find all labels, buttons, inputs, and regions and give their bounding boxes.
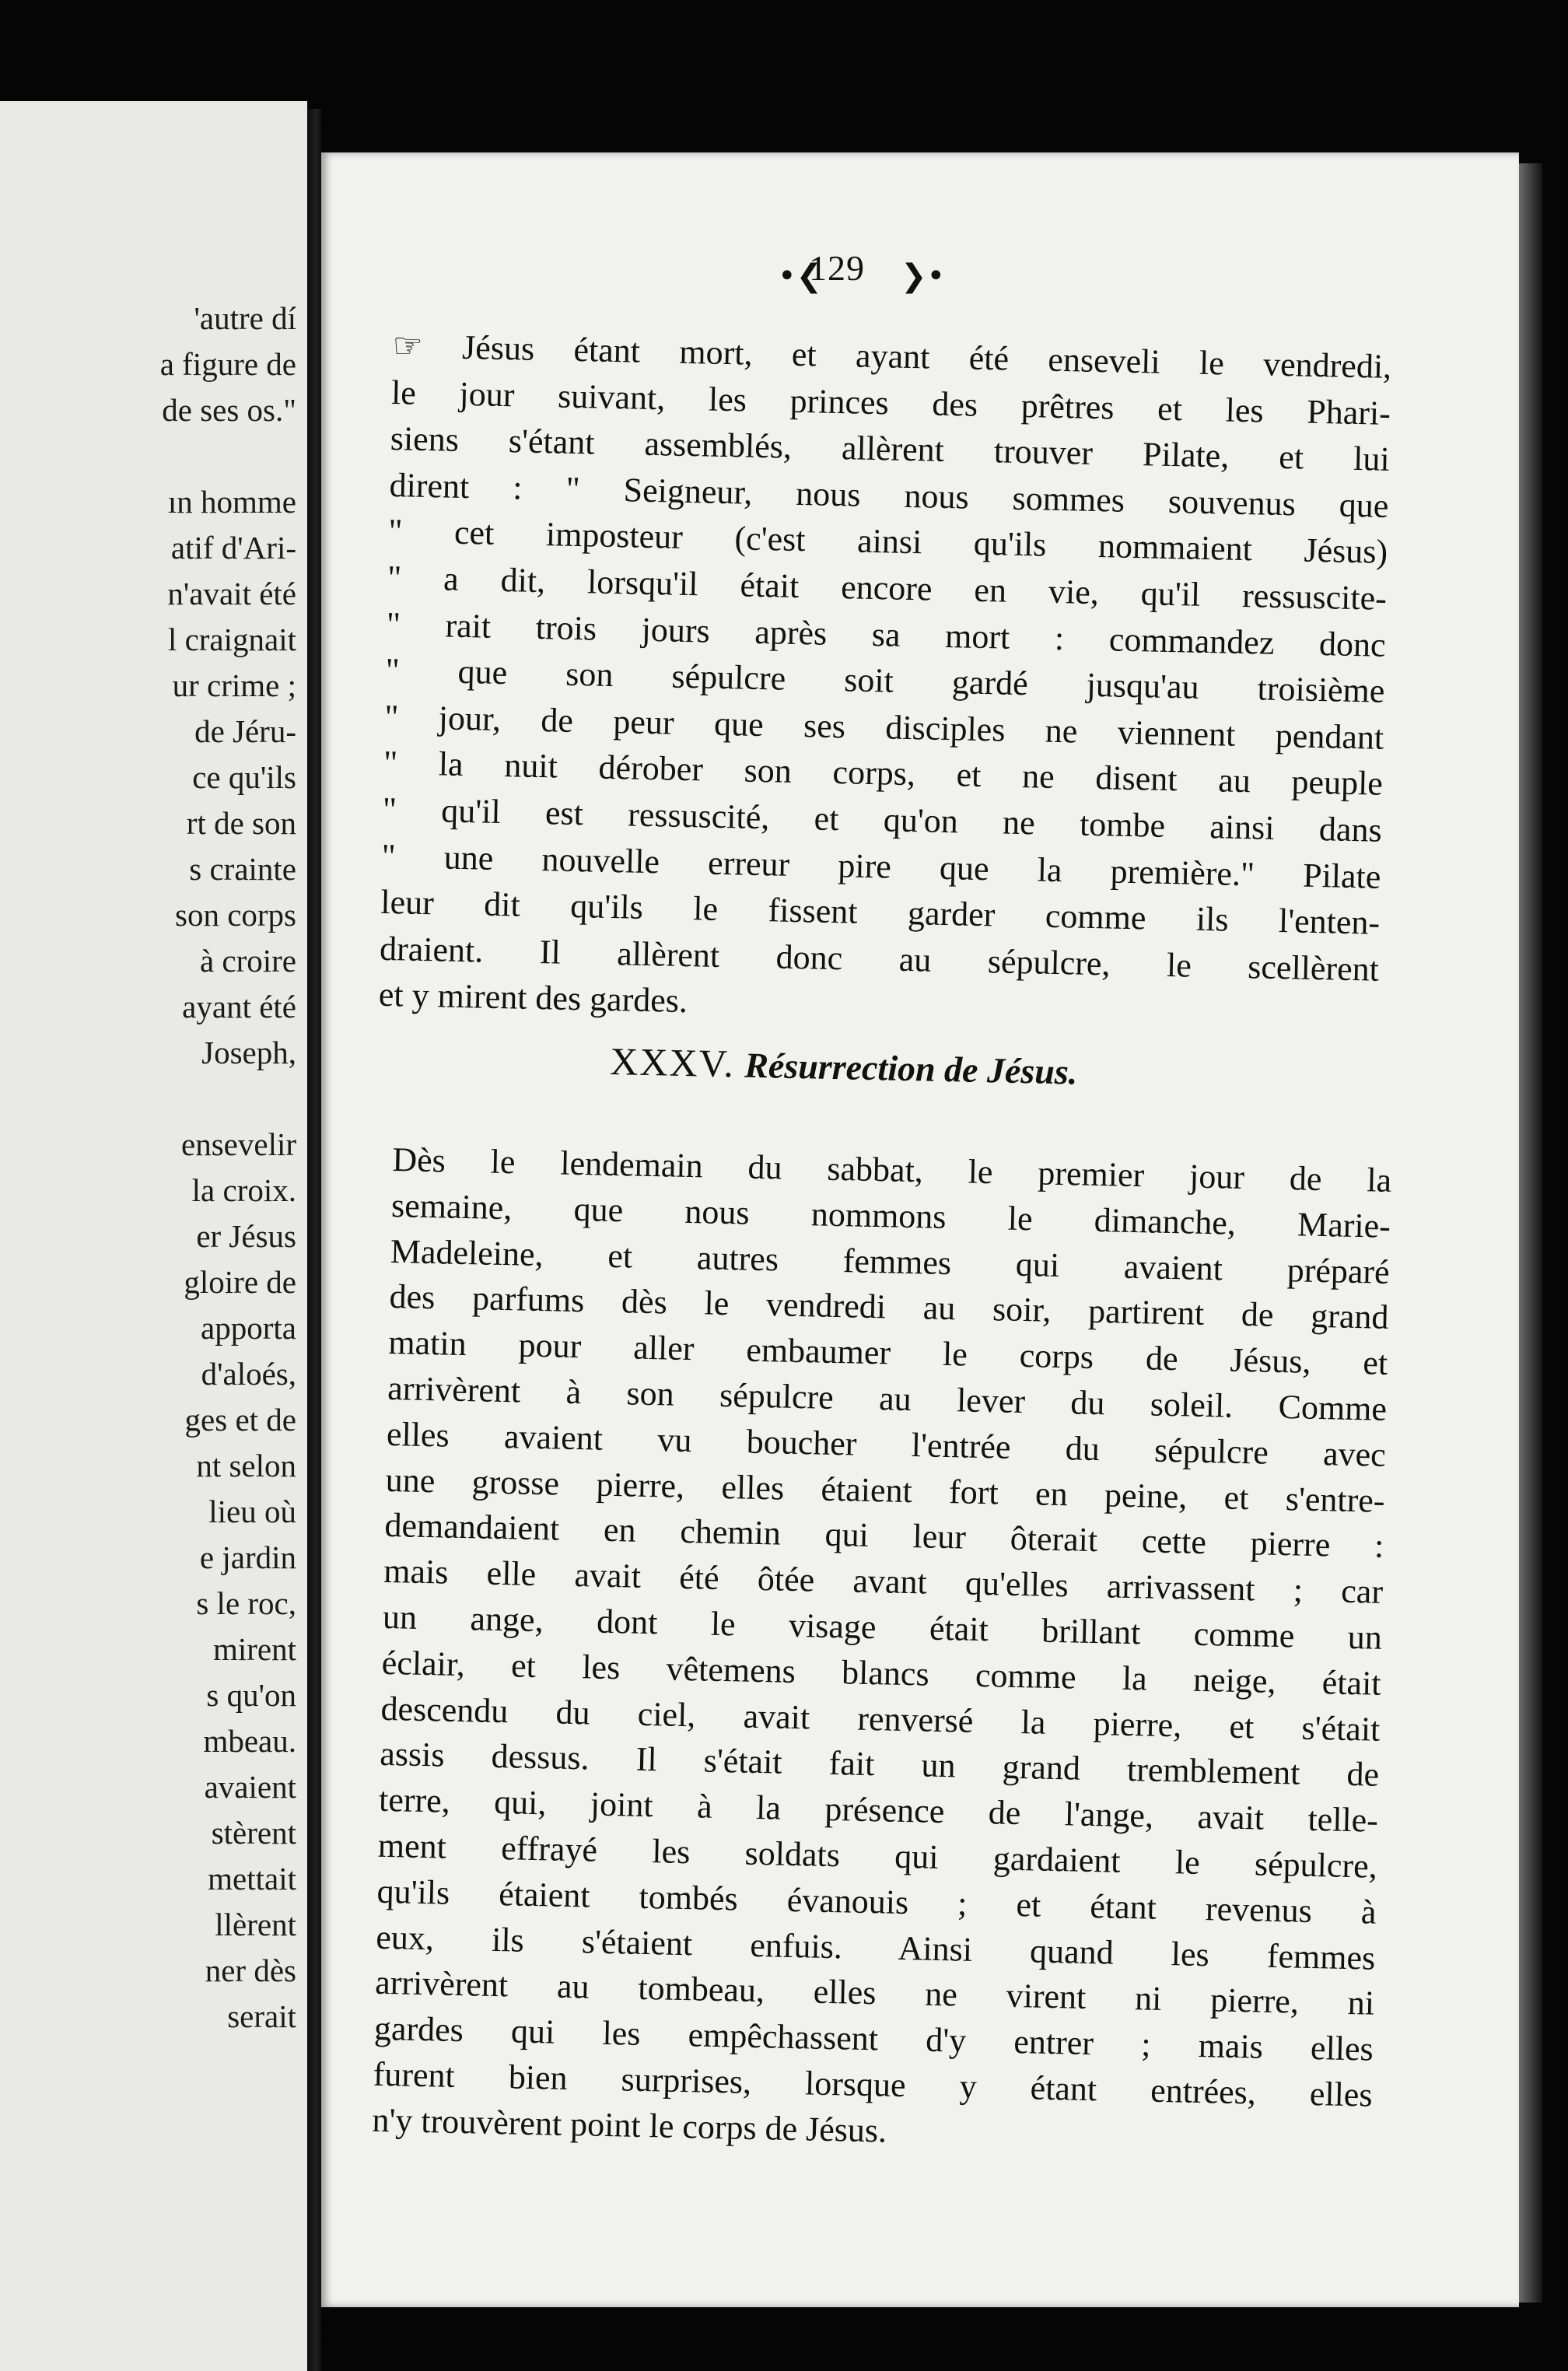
- section-number: XXXV.: [609, 1038, 736, 1086]
- text-line: " la nuit dérober son corps, et ne disent au peuple: [383, 744, 1384, 804]
- text-line: ensevelir: [181, 1126, 296, 1162]
- text-line: " jour, de peur que ses disciples ne viennent pendant: [383, 697, 1384, 757]
- text-line: e jardin: [199, 1539, 296, 1575]
- text-line: s le roc,: [196, 1585, 296, 1621]
- page-number: 129: [809, 248, 865, 288]
- text-line: furent bien surprises, lorsque y étant entrées, elles: [373, 2054, 1374, 2114]
- book-spine: [307, 109, 321, 2371]
- text-line: mirent: [212, 1631, 296, 1667]
- text-line: Madeleine, et autres femmes qui avaient préparé: [390, 1231, 1391, 1291]
- text-line: stèrent: [211, 1815, 296, 1851]
- text-line: serait: [227, 1998, 296, 2034]
- text-line: arrivèrent au tombeau, elles ne virent ni pierre, ni: [374, 1963, 1375, 2023]
- text-line: " rait trois jours après sa mort : commandez donc: [386, 604, 1387, 664]
- text-line: elles avaient vu boucher l'entrée du sépulcre avec: [386, 1414, 1387, 1474]
- text-line: descendu du ciel, avait renversé la pierre, et s'était: [380, 1689, 1381, 1749]
- text-line: ner dès: [205, 1952, 296, 1988]
- text-line: atif d'Ari-: [170, 530, 296, 566]
- text-line: ges et de: [184, 1402, 296, 1438]
- text-line: ın homme: [167, 484, 296, 520]
- text-line: dirent : " Seigneur, nous nous sommes souvenus que: [389, 465, 1389, 525]
- text-line: rt de son: [186, 805, 296, 841]
- text-line: mais elle avait été ôtée avant qu'elles arrivassent ; car: [383, 1552, 1384, 1611]
- text-line: ayant été: [182, 989, 296, 1024]
- text-line: draient. Il allèrent donc au sépulcre, le scellèrent: [379, 929, 1380, 989]
- text-line: siens s'étant assemblés, allèrent trouver Pilate, et lui: [390, 419, 1391, 479]
- text-line: llèrent: [215, 1907, 296, 1942]
- text-line: s crainte: [189, 851, 296, 887]
- text-line: a figure de: [159, 346, 296, 382]
- text-line: assis dessus. Il s'était fait un grand tremblement de: [379, 1735, 1380, 1795]
- text-line: " cet imposteur (c'est ainsi qu'ils nommaient Jésus): [387, 512, 1388, 572]
- text-line: Dès le lendemain du sabbat, le premier jour de la: [391, 1140, 1392, 1200]
- ornament-right-icon: ❯•: [901, 258, 946, 294]
- text-line: " une nouvelle erreur pire que la première." Pilate: [381, 836, 1381, 896]
- left-facing-page: [0, 101, 307, 2371]
- text-line: d'aloés,: [201, 1356, 296, 1392]
- text-line: [1, 433, 296, 479]
- text-line: semaine, que nous nommons le dimanche, Marie-: [390, 1186, 1391, 1245]
- text-line: qu'ils étaient tombés évanouis ; et étant revenus à: [376, 1872, 1377, 1931]
- text-line: apporta: [201, 1310, 296, 1346]
- text-line: Joseph,: [201, 1035, 296, 1070]
- text-line: de Jéru-: [194, 713, 296, 749]
- ornament-left-icon: •❮: [778, 258, 823, 294]
- text-line: demandaient en chemin qui leur ôterait cette pierre :: [384, 1506, 1384, 1566]
- text-line: éclair, et les vêtemens blancs comme la neige, était: [381, 1643, 1382, 1703]
- text-line: une grosse pierre, elles étaient fort en peine, et s'entre-: [385, 1460, 1386, 1520]
- text-line: terre, qui, joint à la présence de l'ange, avait telle-: [378, 1780, 1379, 1840]
- text-line: un ange, dont le visage était brillant comme un: [382, 1597, 1383, 1657]
- text-line: eux, ils s'étaient enfuis. Ainsi quand les femmes: [375, 1917, 1376, 1977]
- text-line: avaient: [204, 1769, 296, 1805]
- text-line: mettait: [208, 1861, 296, 1896]
- text-line: [1, 1076, 296, 1122]
- text-line: l craignait: [167, 622, 296, 657]
- text-line: ur crime ;: [172, 667, 296, 703]
- text-line: des parfums dès le vendredi au soir, partirent de grand: [389, 1277, 1389, 1337]
- text-line: s qu'on: [206, 1677, 296, 1713]
- text-line: ☞ Jésus étant mort, et ayant été enseveli le vendredi,: [391, 326, 1392, 386]
- text-line: " a dit, lorsqu'il était encore en vie, qu'il ressuscite-: [387, 558, 1388, 618]
- text-line: à croire: [199, 943, 296, 979]
- text-line: mbeau.: [203, 1723, 296, 1759]
- text-line: gardes qui les empêchassent d'y entrer ; mais elles: [373, 2009, 1374, 2068]
- text-line: lieu où: [208, 1494, 296, 1529]
- text-line: de ses os.": [162, 392, 296, 428]
- text-line: matin pour aller embaumer le corps de Jésus, et: [387, 1323, 1388, 1383]
- text-line: arrivèrent à son sépulcre au lever du soleil. Comme: [387, 1368, 1388, 1428]
- paragraph-2: [372, 1137, 1392, 2164]
- text-line: son corps: [174, 897, 296, 933]
- text-line: et y mirent des gardes.: [378, 975, 688, 1021]
- text-line: " que son sépulcre soit gardé jusqu'au troisième: [385, 651, 1385, 710]
- text-line: ment effrayé les soldats qui gardaient le sépulcre,: [377, 1826, 1378, 1886]
- text-line: " qu'il est ressuscité, et qu'on ne tombe ainsi dans: [382, 790, 1383, 849]
- text-line: le jour suivant, les princes des prêtres et les Phari-: [390, 373, 1391, 433]
- text-line: ce qu'ils: [192, 759, 296, 795]
- paragraph-1: [378, 323, 1391, 1039]
- section-title: Résurrection de Jésus.: [744, 1045, 1078, 1092]
- text-line: leur dit qu'ils le fissent garder comme ils l'enten-: [380, 882, 1381, 942]
- left-page-text: [1, 296, 296, 2040]
- text-line: la croix.: [191, 1172, 296, 1208]
- text-line: n'avait été: [167, 576, 296, 611]
- text-line: n'y trouvèrent point le corps de Jésus.: [372, 2100, 887, 2150]
- text-line: gloire de: [184, 1264, 296, 1300]
- text-line: 'autre dí: [194, 300, 296, 336]
- text-line: er Jésus: [196, 1218, 296, 1254]
- page-edge-shadow: [1519, 163, 1542, 2303]
- text-line: nt selon: [196, 1448, 296, 1483]
